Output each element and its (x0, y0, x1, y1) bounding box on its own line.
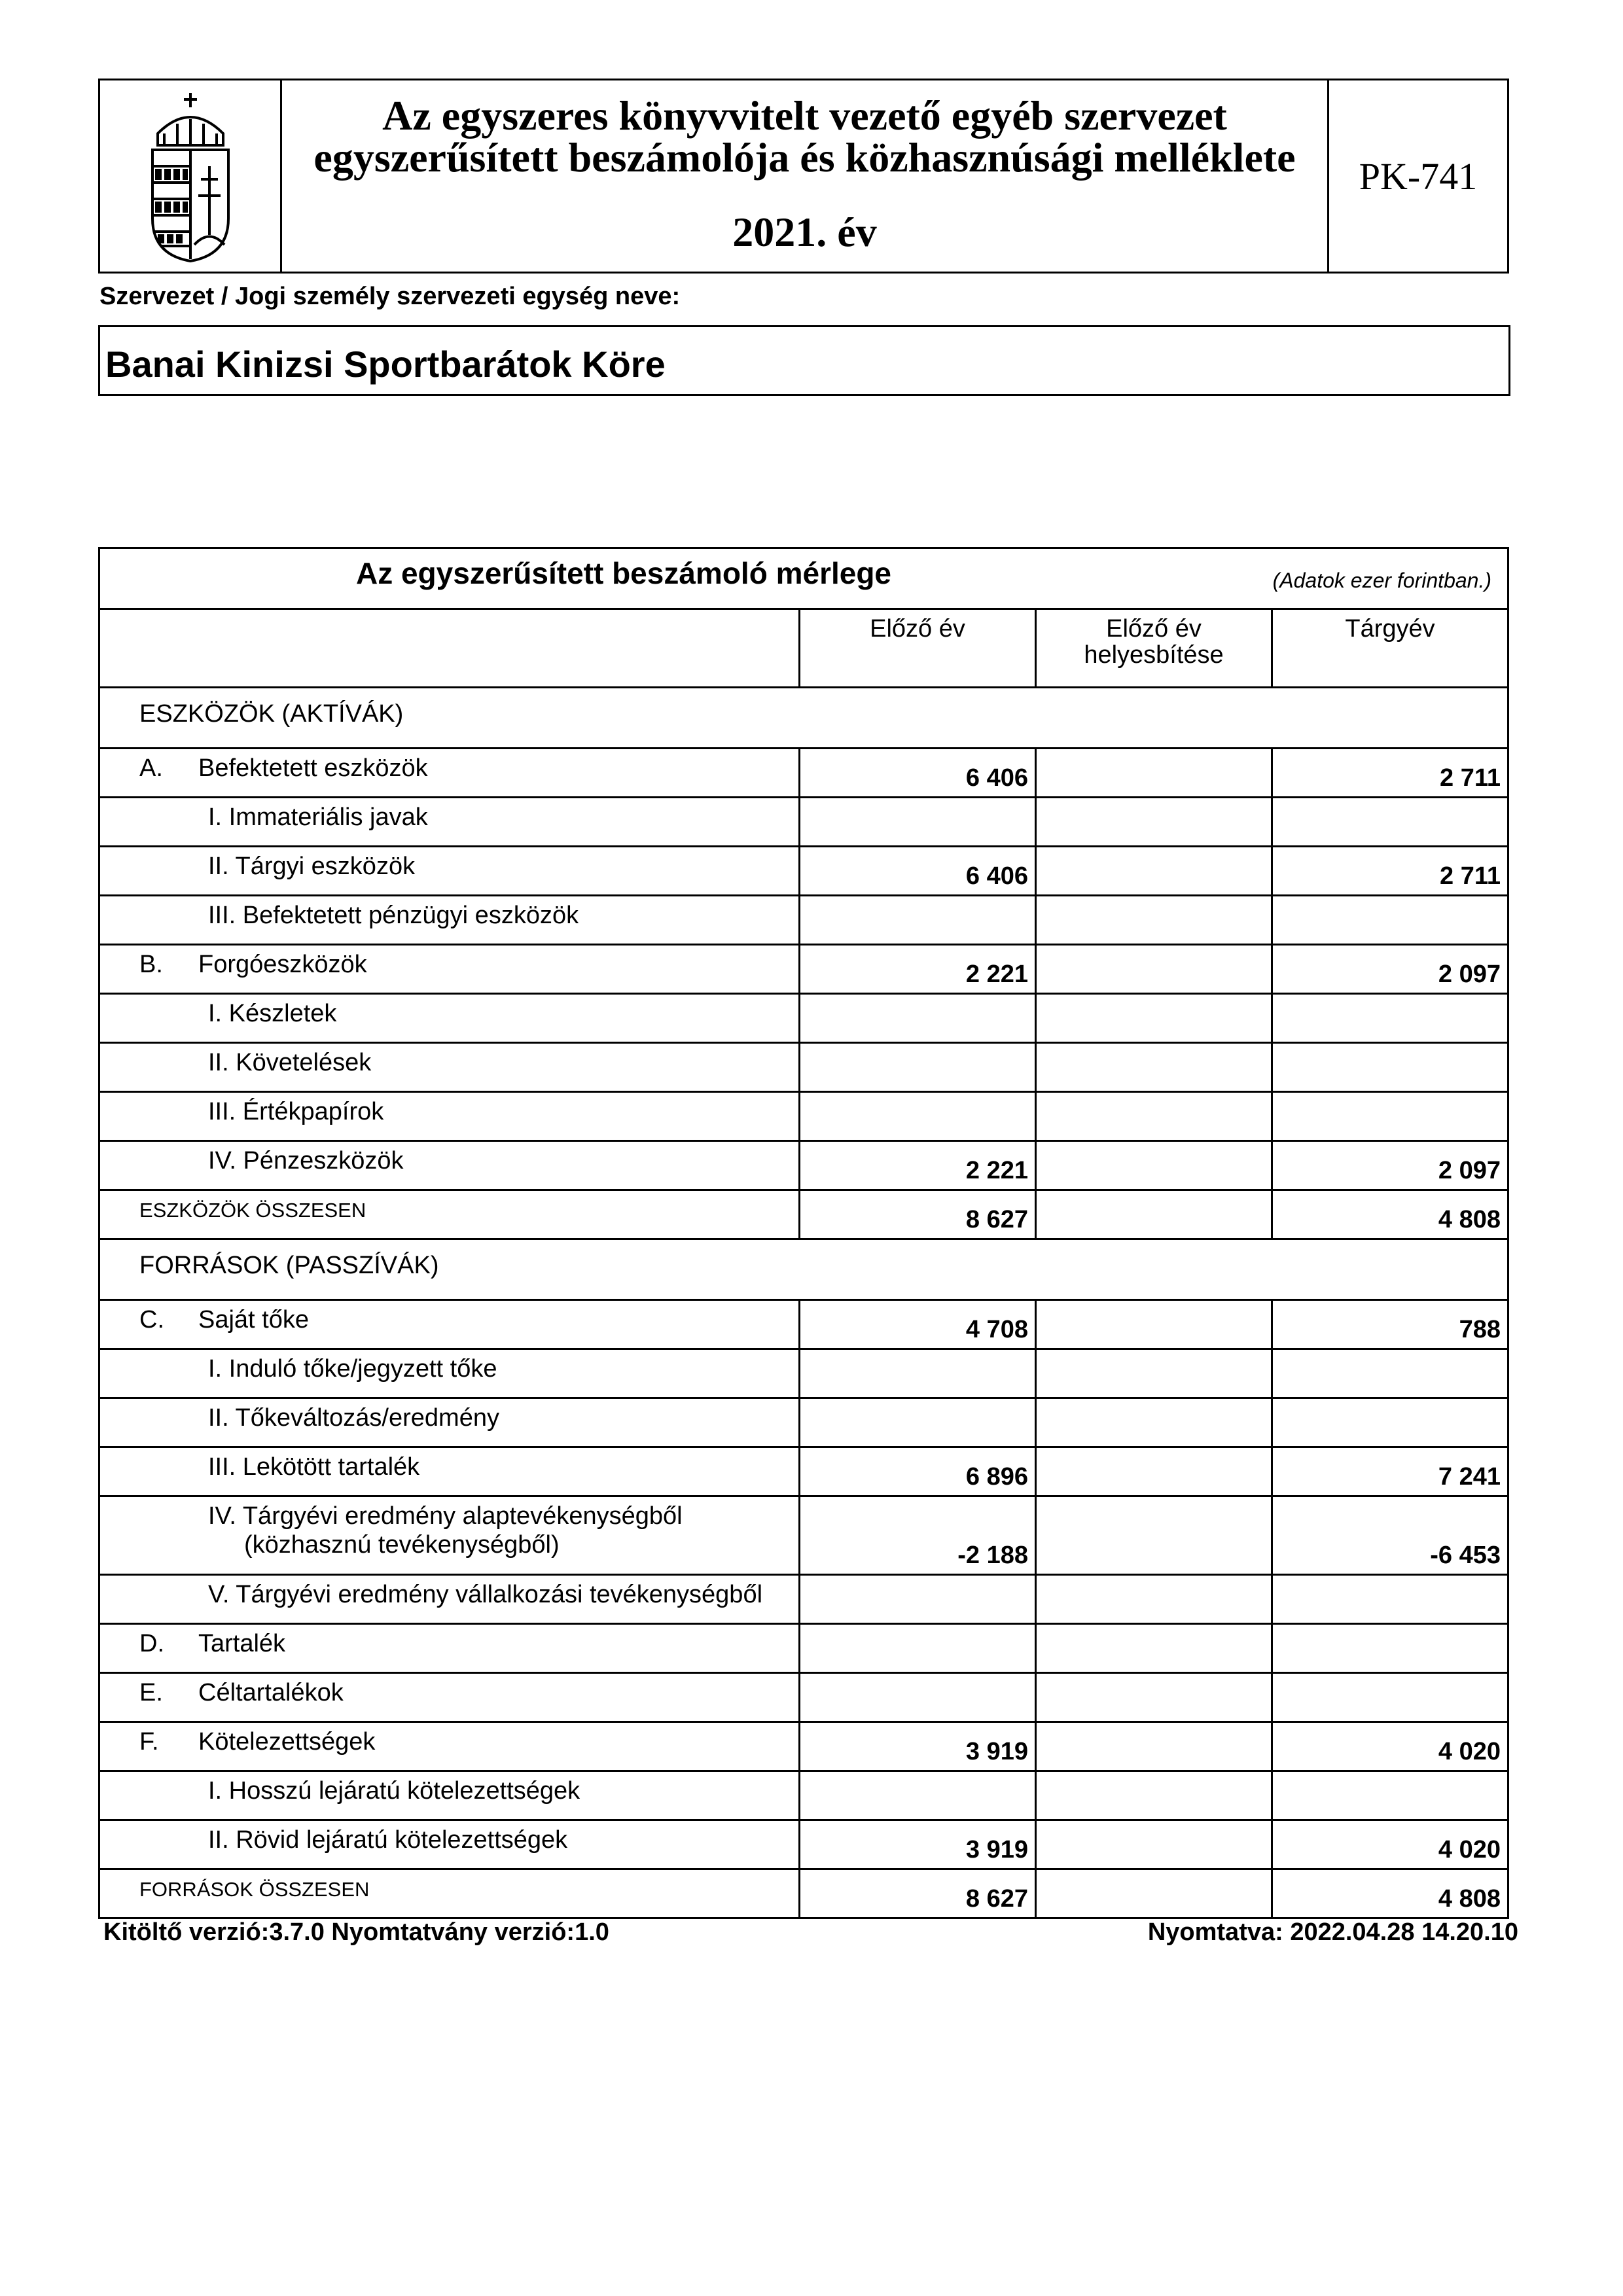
row-label: IV. Tárgyévi eredmény alaptevékenységből (208, 1502, 683, 1530)
row-label-cell (100, 798, 800, 845)
row-label-cell (100, 896, 800, 944)
row-letter: E. (139, 1679, 163, 1706)
current-year-value-cell (1273, 1142, 1507, 1189)
version-info: Kitöltő verzió:3.7.0 Nyomtatvány verzió:1.0 (103, 1918, 609, 1946)
row-label: III. Lekötött tartalék (208, 1453, 420, 1481)
current-year-value-cell (1273, 1044, 1507, 1091)
column-header-correction (1037, 610, 1273, 686)
correction-value-cell (1037, 896, 1273, 944)
row-label: III. Értékpapírok (208, 1098, 384, 1125)
current-year-value: 4 020 (1438, 1836, 1501, 1863)
table-row (100, 1042, 1507, 1091)
row-label: V. Tárgyévi eredmény vállalkozási tevékenységből (208, 1581, 763, 1608)
current-year-value: -6 453 (1430, 1542, 1501, 1569)
correction-value-cell (1037, 1723, 1273, 1770)
prev-year-value: 2 221 (965, 1157, 1028, 1184)
current-year-value: 4 808 (1438, 1885, 1501, 1913)
prev-year-value-cell (800, 1399, 1037, 1446)
current-year-value: 4 020 (1438, 1738, 1501, 1765)
row-label-cell (100, 1142, 800, 1189)
organization-name: Banai Kinizsi Sportbarátok Köre (105, 344, 666, 385)
column-header-prev-year (800, 610, 1037, 686)
table-row (100, 1091, 1507, 1140)
correction-value-cell (1037, 1093, 1273, 1140)
current-year-value-cell (1273, 1576, 1507, 1623)
table-row (100, 1819, 1507, 1868)
current-year-value-cell (1273, 1625, 1507, 1672)
prev-year-value-cell (800, 1772, 1037, 1819)
row-label-cell (100, 1191, 800, 1238)
row-label: III. Befektetett pénzügyi eszközök (208, 902, 579, 929)
correction-value-cell (1037, 1497, 1273, 1574)
column-header-current-year-text: Tárgyév (1345, 615, 1435, 643)
correction-value-cell (1037, 1044, 1273, 1091)
current-year-value-cell (1273, 1723, 1507, 1770)
row-label-cell (100, 1821, 800, 1868)
row-label-cell (100, 1399, 800, 1446)
prev-year-value: 3 919 (965, 1738, 1028, 1765)
table-row (100, 1623, 1507, 1672)
table-row (100, 1495, 1507, 1574)
row-letter: C. (139, 1306, 164, 1333)
row-label-cell (100, 749, 800, 796)
table-title: Az egyszerűsített beszámoló mérlege (355, 556, 892, 590)
prev-year-value-cell (800, 1821, 1037, 1868)
prev-year-value: 6 406 (965, 764, 1028, 792)
table-row (100, 1299, 1507, 1348)
prev-year-value: -2 188 (957, 1542, 1028, 1569)
row-label-cell (100, 1301, 800, 1348)
table-row (100, 796, 1507, 845)
form-header (98, 79, 1509, 274)
correction-value-cell (1037, 1821, 1273, 1868)
table-row (100, 1140, 1507, 1189)
liabilities-heading: FORRÁSOK (PASSZÍVÁK) (139, 1252, 439, 1279)
row-label: Céltartalékok (198, 1679, 344, 1706)
row-label: I. Induló tőke/jegyzett tőke (208, 1355, 497, 1383)
assets-heading-row (100, 686, 1507, 747)
prev-year-value-cell (800, 1870, 1037, 1917)
row-label-cell (100, 1093, 800, 1140)
row-label: IV. Pénzeszközök (208, 1147, 404, 1174)
row-label: Saját tőke (198, 1306, 309, 1333)
prev-year-value-cell (800, 1093, 1037, 1140)
row-label: I. Készletek (208, 1000, 337, 1027)
row-label: II. Rövid lejáratú kötelezettségek (208, 1826, 568, 1854)
current-year-value: 4 808 (1438, 1206, 1501, 1233)
prev-year-value: 6 406 (965, 862, 1028, 890)
current-year-value-cell (1273, 1772, 1507, 1819)
current-year-value-cell (1273, 847, 1507, 894)
unit-note: (Adatok ezer forintban.) (1272, 569, 1491, 592)
assets-heading: ESZKÖZÖK (AKTÍVÁK) (139, 700, 404, 728)
current-year-value-cell (1273, 1191, 1507, 1238)
correction-value-cell (1037, 1191, 1273, 1238)
row-label: Forgóeszközök (198, 951, 367, 978)
prev-year-value-cell (800, 1191, 1037, 1238)
prev-year-value-cell (800, 1044, 1037, 1091)
correction-value-cell (1037, 1772, 1273, 1819)
row-label: FORRÁSOK ÖSSZESEN (139, 1878, 370, 1901)
organization-name-box (98, 325, 1510, 396)
table-row (100, 894, 1507, 944)
prev-year-value: 3 919 (965, 1836, 1028, 1863)
correction-value-cell (1037, 1870, 1273, 1917)
correction-value-cell (1037, 1301, 1273, 1348)
correction-value-cell (1037, 749, 1273, 796)
row-label-cell (100, 945, 800, 993)
current-year-value: 2 711 (1440, 862, 1501, 890)
row-label: Befektetett eszközök (198, 754, 428, 782)
table-row (100, 845, 1507, 894)
prev-year-value-cell (800, 1723, 1037, 1770)
correction-value-cell (1037, 1448, 1273, 1495)
prev-year-value-cell (800, 896, 1037, 944)
row-label-cell (100, 995, 800, 1042)
logo-cell (100, 80, 282, 272)
prev-year-value-cell (800, 945, 1037, 993)
current-year-value: 2 711 (1440, 764, 1501, 792)
row-label-cell (100, 1674, 800, 1721)
correction-value-cell (1037, 1576, 1273, 1623)
current-year-value-cell (1273, 749, 1507, 796)
organization-label: Szervezet / Jogi személy szervezeti egység neve: (99, 283, 681, 310)
correction-value-cell (1037, 1399, 1273, 1446)
prev-year-value-cell (800, 847, 1037, 894)
current-year-value-cell (1273, 1399, 1507, 1446)
row-letter: F. (139, 1728, 159, 1756)
current-year-value-cell (1273, 1448, 1507, 1495)
table-title-row (100, 549, 1507, 608)
row-label: ESZKÖZÖK ÖSSZESEN (139, 1199, 366, 1222)
current-year-value: 788 (1459, 1316, 1501, 1343)
column-header-correction-line1: Előző év (1106, 615, 1202, 643)
prev-year-value-cell (800, 1448, 1037, 1495)
prev-year-value: 2 221 (965, 961, 1028, 988)
row-letter: A. (139, 754, 163, 782)
row-label-cell (100, 1044, 800, 1091)
row-label-continuation: (közhasznú tevékenységből) (244, 1531, 560, 1559)
row-label-cell (100, 1448, 800, 1495)
current-year-value-cell (1273, 896, 1507, 944)
current-year-value-cell (1273, 1350, 1507, 1397)
correction-value-cell (1037, 1350, 1273, 1397)
table-row (100, 944, 1507, 993)
current-year-value-cell (1273, 1870, 1507, 1917)
prev-year-value-cell (800, 798, 1037, 845)
prev-year-value-cell (800, 1497, 1037, 1574)
table-row (100, 1348, 1507, 1397)
prev-year-value-cell (800, 1350, 1037, 1397)
form-title-line1: Az egyszeres könyvvitelt vezető egyéb szervezet (382, 92, 1227, 139)
current-year-value-cell (1273, 1674, 1507, 1721)
table-row (100, 1574, 1507, 1623)
row-label: II. Követelések (208, 1049, 372, 1076)
prev-year-value-cell (800, 1301, 1037, 1348)
correction-value-cell (1037, 1142, 1273, 1189)
correction-value-cell (1037, 1674, 1273, 1721)
form-title-line2: egyszerűsített beszámolója és közhasznúsági melléklete (313, 134, 1296, 181)
row-label: Kötelezettségek (198, 1728, 376, 1756)
column-header-current-year (1273, 610, 1507, 686)
prev-year-value-cell (800, 995, 1037, 1042)
row-letter: B. (139, 951, 163, 978)
correction-value-cell (1037, 945, 1273, 993)
row-label: Tartalék (198, 1630, 286, 1657)
current-year-value-cell (1273, 995, 1507, 1042)
correction-value-cell (1037, 847, 1273, 894)
balance-sheet-table (98, 547, 1509, 1919)
prev-year-value-cell (800, 1625, 1037, 1672)
prev-year-value-cell (800, 1142, 1037, 1189)
row-label-cell (100, 1350, 800, 1397)
row-label: I. Immateriális javak (208, 804, 428, 831)
table-row (100, 1721, 1507, 1770)
prev-year-value: 8 627 (965, 1206, 1028, 1233)
row-label: II. Tőkeváltozás/eredmény (208, 1404, 499, 1432)
prev-year-value: 6 896 (965, 1463, 1028, 1491)
row-label-cell (100, 1772, 800, 1819)
table-row (100, 1397, 1507, 1446)
row-label-cell (100, 847, 800, 894)
column-header-correction-line2: helyesbítése (1084, 641, 1224, 669)
table-row (100, 1770, 1507, 1819)
row-label: I. Hosszú lejáratú kötelezettségek (208, 1777, 580, 1805)
correction-value-cell (1037, 995, 1273, 1042)
current-year-value-cell (1273, 798, 1507, 845)
prev-year-value-cell (800, 1674, 1037, 1721)
prev-year-value-cell (800, 749, 1037, 796)
current-year-value-cell (1273, 1497, 1507, 1574)
prev-year-value: 8 627 (965, 1885, 1028, 1913)
form-year: 2021. év (732, 209, 877, 255)
table-row (100, 993, 1507, 1042)
correction-value-cell (1037, 798, 1273, 845)
prev-year-value: 4 708 (965, 1316, 1028, 1343)
row-label: II. Tárgyi eszközök (208, 853, 416, 880)
current-year-value: 2 097 (1438, 961, 1501, 988)
column-header-prev-year-text: Előző év (870, 615, 965, 643)
prev-year-value-cell (800, 1576, 1037, 1623)
row-label-cell (100, 1625, 800, 1672)
table-row (100, 1868, 1507, 1917)
current-year-value-cell (1273, 1093, 1507, 1140)
liabilities-heading-row (100, 1238, 1507, 1299)
correction-value-cell (1037, 1625, 1273, 1672)
row-label-cell (100, 1723, 800, 1770)
current-year-value-cell (1273, 1301, 1507, 1348)
current-year-value: 2 097 (1438, 1157, 1501, 1184)
column-header-label (100, 610, 800, 686)
row-letter: D. (139, 1630, 164, 1657)
table-row (100, 1446, 1507, 1495)
form-code: PK-741 (1359, 154, 1478, 198)
print-timestamp: Nyomtatva: 2022.04.28 14.20.10 (1147, 1918, 1518, 1946)
table-row (100, 1672, 1507, 1721)
row-label-cell (100, 1497, 800, 1574)
current-year-value-cell (1273, 945, 1507, 993)
table-row (100, 1189, 1507, 1238)
title-cell (282, 80, 1329, 272)
hungarian-coat-of-arms-icon (138, 88, 243, 264)
row-label-cell (100, 1576, 800, 1623)
current-year-value-cell (1273, 1821, 1507, 1868)
table-row (100, 747, 1507, 796)
current-year-value: 7 241 (1438, 1463, 1501, 1491)
column-header-row (100, 608, 1507, 686)
row-label-cell (100, 1870, 800, 1917)
